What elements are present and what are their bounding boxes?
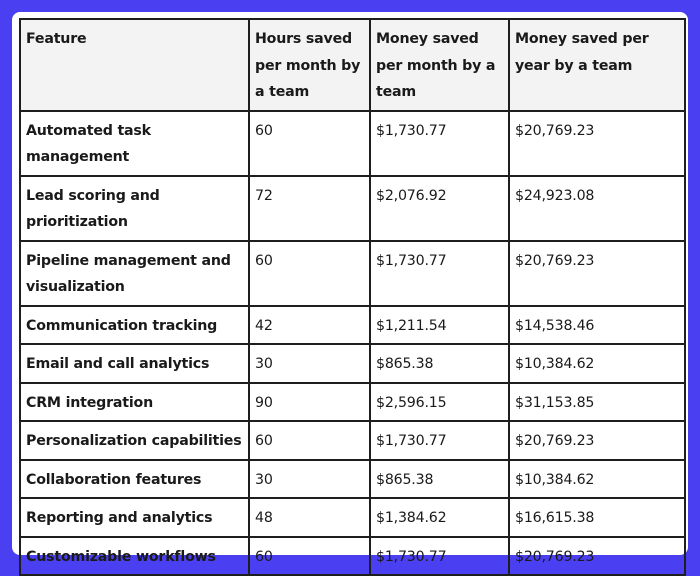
header-hours: Hours saved per month by a team bbox=[249, 19, 370, 111]
feature-cell: Automated task management bbox=[20, 111, 249, 176]
year-cell: $16,615.38 bbox=[509, 498, 685, 537]
hours-cell: 48 bbox=[249, 498, 370, 537]
hours-cell: 60 bbox=[249, 537, 370, 576]
table-card bbox=[12, 12, 688, 565]
year-cell: $10,384.62 bbox=[509, 460, 685, 499]
hours-cell: 90 bbox=[249, 383, 370, 422]
month-cell: $2,596.15 bbox=[370, 383, 509, 422]
table-row bbox=[20, 383, 685, 422]
feature-cell: CRM integration bbox=[20, 383, 249, 422]
month-cell: $865.38 bbox=[370, 460, 509, 499]
hours-cell: 60 bbox=[249, 421, 370, 460]
year-cell: $20,769.23 bbox=[509, 111, 685, 176]
hours-cell: 60 bbox=[249, 111, 370, 176]
hours-cell: 30 bbox=[249, 344, 370, 383]
table-row bbox=[20, 460, 685, 499]
month-cell: $1,730.77 bbox=[370, 537, 509, 576]
feature-cell: Email and call analytics bbox=[20, 344, 249, 383]
feature-cell: Pipeline management and visualization bbox=[20, 241, 249, 306]
header-feature: Feature bbox=[20, 19, 249, 111]
year-cell: $20,769.23 bbox=[509, 241, 685, 306]
table-row bbox=[20, 498, 685, 537]
table-row bbox=[20, 176, 685, 241]
header-money-year: Money saved per year by a team bbox=[509, 19, 685, 111]
feature-cell: Personalization capabilities bbox=[20, 421, 249, 460]
table-row bbox=[20, 306, 685, 345]
year-cell: $31,153.85 bbox=[509, 383, 685, 422]
header-money-month: Money saved per month by a team bbox=[370, 19, 509, 111]
year-cell: $20,769.23 bbox=[509, 537, 685, 576]
table-row bbox=[20, 421, 685, 460]
hours-cell: 30 bbox=[249, 460, 370, 499]
feature-cell: Lead scoring and prioritization bbox=[20, 176, 249, 241]
year-cell: $20,769.23 bbox=[509, 421, 685, 460]
month-cell: $2,076.92 bbox=[370, 176, 509, 241]
year-cell: $24,923.08 bbox=[509, 176, 685, 241]
header-row bbox=[20, 19, 685, 111]
month-cell: $1,384.62 bbox=[370, 498, 509, 537]
feature-cell: Communication tracking bbox=[20, 306, 249, 345]
year-cell: $14,538.46 bbox=[509, 306, 685, 345]
hours-cell: 72 bbox=[249, 176, 370, 241]
month-cell: $1,730.77 bbox=[370, 111, 509, 176]
table-row bbox=[20, 241, 685, 306]
table-row bbox=[20, 344, 685, 383]
hours-cell: 60 bbox=[249, 241, 370, 306]
table-row bbox=[20, 537, 685, 576]
savings-table bbox=[19, 18, 686, 576]
month-cell: $1,730.77 bbox=[370, 241, 509, 306]
year-cell: $10,384.62 bbox=[509, 344, 685, 383]
feature-cell: Reporting and analytics bbox=[20, 498, 249, 537]
month-cell: $1,730.77 bbox=[370, 421, 509, 460]
feature-cell: Customizable workflows bbox=[20, 537, 249, 576]
table-row bbox=[20, 111, 685, 176]
hours-cell: 42 bbox=[249, 306, 370, 345]
month-cell: $1,211.54 bbox=[370, 306, 509, 345]
feature-cell: Collaboration features bbox=[20, 460, 249, 499]
month-cell: $865.38 bbox=[370, 344, 509, 383]
